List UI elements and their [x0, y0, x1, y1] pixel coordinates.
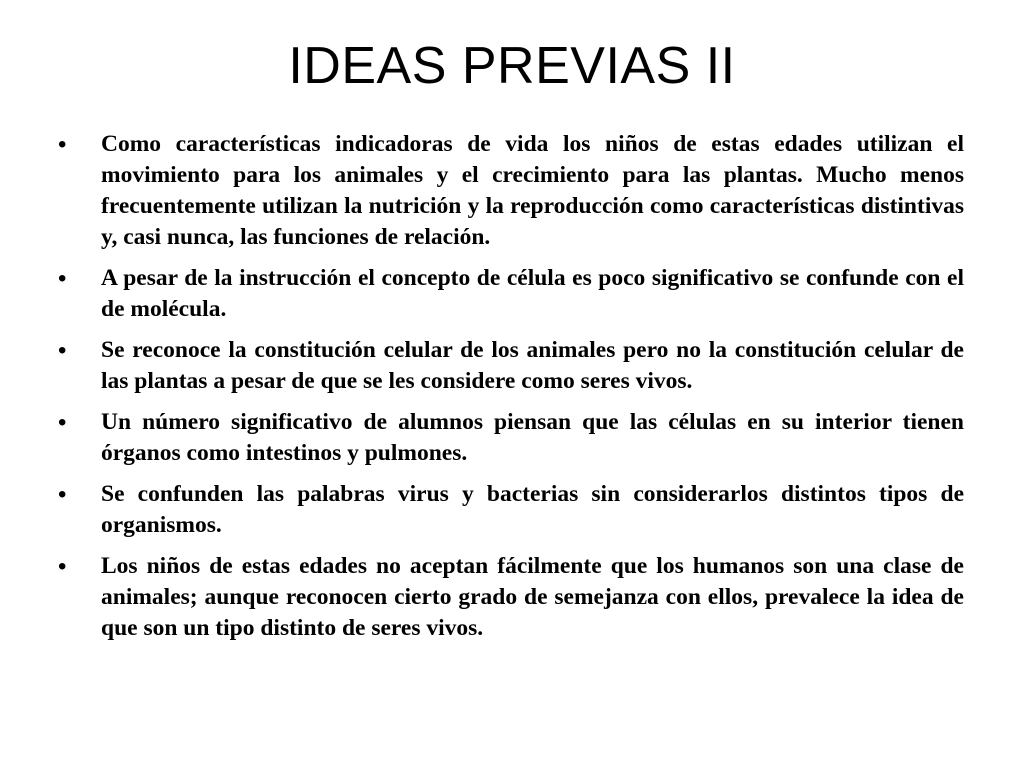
bullet-icon: •	[58, 265, 67, 292]
bullet-text: Se confunden las palabras virus y bacterias sin considerarlos distintos tipos de organismos.	[101, 481, 964, 538]
bullet-text: Como características indicadoras de vida los niños de estas edades utilizan el movimiento para los animales y el crecimiento para las plantas. Mucho menos frecuentemente utilizan la nutrición y la reproducción como características distintivas y, casi nunca, las funciones de relación.	[101, 131, 964, 250]
bullet-text: A pesar de la instrucción el concepto de célula es poco significativo se confunde con el de molécula.	[101, 265, 964, 322]
bullet-item	[58, 407, 964, 469]
bullet-text: Se reconoce la constitución celular de los animales pero no la constitución celular de las plantas a pesar de que se les considere como seres vivos.	[101, 337, 964, 394]
bullet-icon: •	[58, 481, 67, 508]
bullet-item	[58, 129, 964, 253]
bullet-item	[58, 479, 964, 541]
bullet-icon: •	[58, 337, 67, 364]
bullet-icon: •	[58, 131, 67, 158]
bullet-item	[58, 263, 964, 325]
bullet-icon: •	[58, 409, 67, 436]
bullet-icon: •	[58, 553, 67, 580]
bullet-text: Los niños de estas edades no aceptan fácilmente que los humanos son una clase de animales; aunque reconocen cierto grado de semejanza con ellos, prevalece la idea de que son un tipo distinto de seres vivos.	[101, 553, 964, 641]
bullet-item	[58, 335, 964, 397]
bullet-list	[58, 129, 964, 654]
bullet-item	[58, 551, 964, 644]
slide-title: IDEAS PREVIAS II	[288, 37, 736, 95]
bullet-text: Un número significativo de alumnos piensan que las células en su interior tienen órganos como intestinos y pulmones.	[101, 409, 964, 466]
